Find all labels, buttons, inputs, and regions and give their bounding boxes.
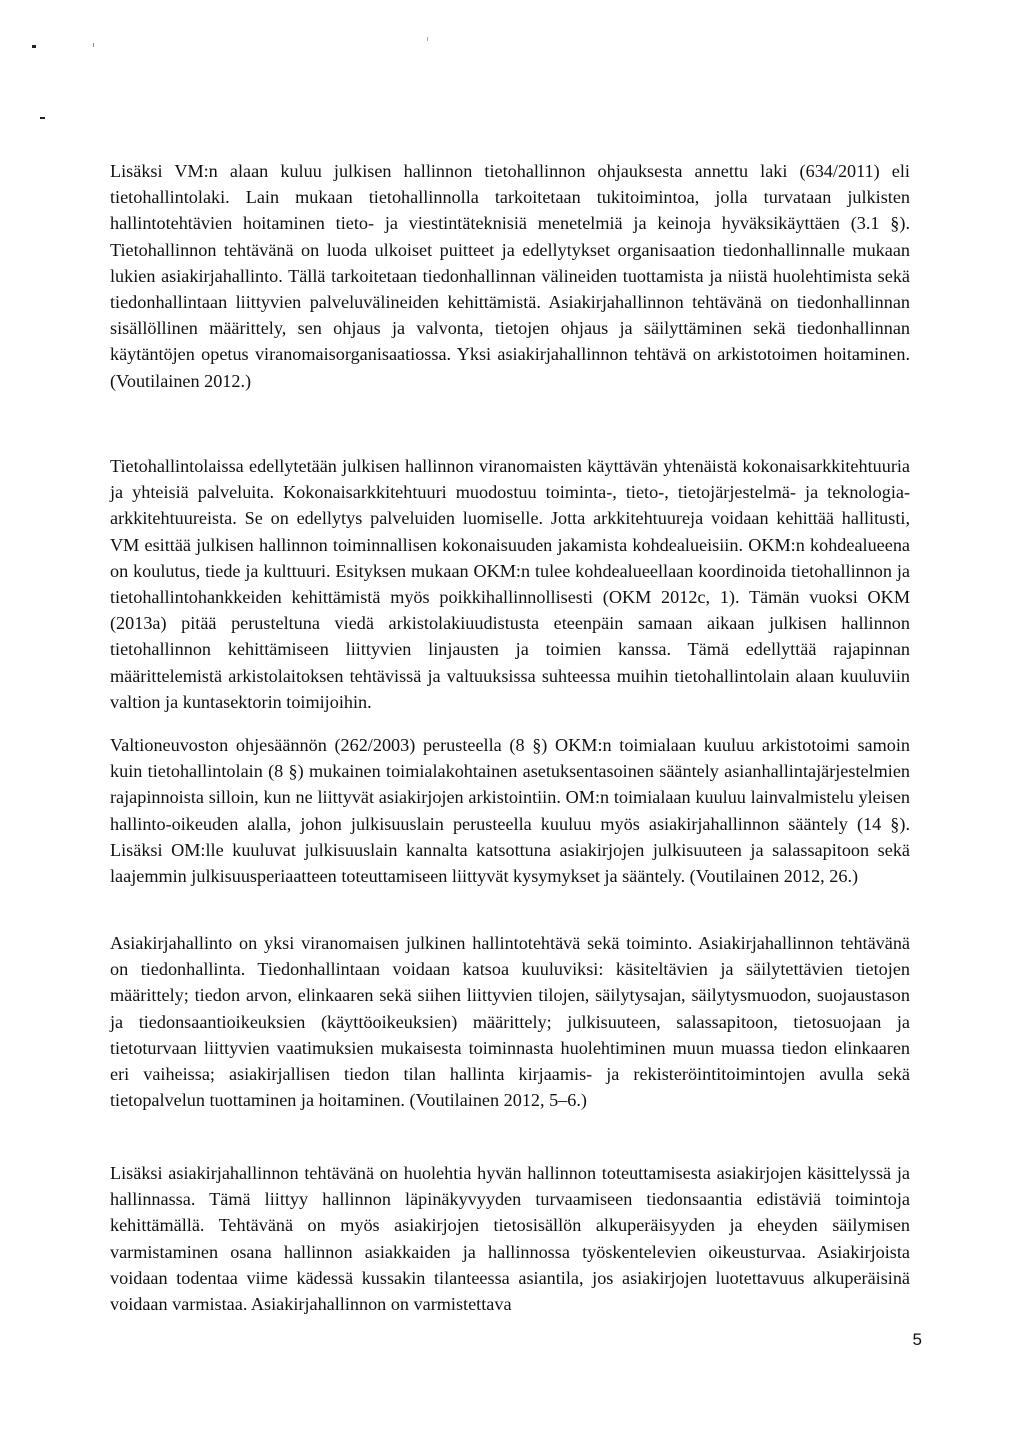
paragraph-hyva-hallinto: Lisäksi asiakirjahallinnon tehtävänä on huolehtia hyvän hallinnon toteuttamisesta asiakirjojen käsittelyssä ja hallinnassa. Tämä liittyy hallinnon läpinäkyvyyden turvaamiseen tiedonsaantia edistäviä toimintoja kehittämällä. Tehtävänä on myös asiakirjojen tietosisällön alkuperäisyyden ja eheyden säilymisen varmistaminen osana hallinnon asiakkaiden ja hallinnossa työskentelevien oikeusturvaa. Asiakirjoista voidaan todentaa viime kädessä kussakin tilanteessa asiantila, jos asiakirjojen luotettavuus alkuperäisinä voidaan varmistaa. Asiakirjahallinnon on varmistettava [110,1163,910,1315]
scan-speck [32,45,36,48]
scan-speck [427,37,428,41]
paragraph-valtioneuvoston-ohjesaanto: Valtioneuvoston ohjesäännön (262/2003) perusteella (8 §) OKM:n toimialaan kuuluu arkistotoimi samoin kuin tietohallintolain (8 §) mukainen toimialakohtainen asetuksentasoinen sääntely asianhallintajärjestelmien rajapinnoista silloin, kun ne liittyvät asiakirjojen arkistointiin. OM:n toimialaan kuuluu lainvalmistelu yleisen hallinto-oikeuden alalla, johon julkisuuslain perusteella kuuluu myös asiakirjahallinnon sääntely (14 §). Lisäksi OM:lle kuuluvat julkisuuslain kannalta katsottuna asiakirjojen julkisuuteen ja salassapitoon sekä laajemmin julkisuusperiaatteen toteuttamiseen liittyvät kysymykset ja sääntely. (Voutilainen 2012, 26.) [110,735,910,887]
paragraph-tietohallintolaki: Lisäksi VM:n alaan kuluu julkisen hallinnon tietohallinnon ohjauksesta annettu laki (634/2011) eli tietohallintolaki. Lain mukaan tietohallinnolla tarkoitetaan tukitoimintoa, jolla turvataan julkisten hallintotehtävien hoitaminen tieto- ja viestintäteknisiä menetelmiä ja keinoja hyväksikäyttäen (3.1 §). Tietohallinnon tehtävänä on luoda ulkoiset puitteet ja edellytykset organisaation tiedonhallinnalle mukaan lukien asiakirjahallinto. Tällä tarkoitetaan tiedonhallinnan välineiden tuottamista ja niistä huolehtimista sekä tiedonhallintaan liittyvien palveluvälineiden kehittämistä. Asiakirjahallinnon tehtävänä on tiedonhallinnan sisällöllinen määrittely, sen ohjaus ja valvonta, tietojen ohjaus ja säilyttäminen sekä tiedonhallinnan käytäntöjen opetus viranomaisorganisaatiossa. Yksi asiakirjahallinnon tehtävä on arkistotoimen hoitaminen. (Voutilainen 2012.) [110,161,910,391]
paragraph-asiakirjahallinto: Asiakirjahallinto on yksi viranomaisen julkinen hallintotehtävä sekä toiminto. Asiakirjahallinnon tehtävänä on tiedonhallinta. Tiedonhallintaan voidaan katsoa kuuluviksi: käsiteltävien ja säilytettävien tietojen määrittely; tiedon arvon, elinkaaren sekä siihen liittyvien tilojen, säilytysajan, säilytysmuodon, suojaustason ja tiedonsaantioikeuksien (käyttöoikeuksien) määrittely; julkisuuteen, salassapitoon, tietosuojaan ja tietoturvaan liittyvien vaatimuksien mukaisesta toiminnasta huolehtiminen muun muassa tiedon elinkaaren eri vaiheissa; asiakirjallisen tiedon tilan hallinta kirjaamis- ja rekisteröintitoimintojen avulla sekä tietopalvelun tuottaminen ja hoitaminen. (Voutilainen 2012, 5–6.) [110,933,910,1111]
scan-speck [40,117,45,119]
scan-speck [93,43,94,47]
page-number: 5 [912,1330,922,1349]
paragraph-kokonaisarkkitehtuuri: Tietohallintolaissa edellytetään julkisen hallinnon viranomaisten käyttävän yhtenäistä kokonaisarkkitehtuuria ja yhteisiä palveluita. Kokonaisarkkitehtuuri muodostuu toiminta-, tieto-, tietojärjestelmä- ja teknologia-arkkitehtuureista. Se on edellytys palveluiden luomiselle. Jotta arkkitehtuureja voidaan kehittää hallitusti, VM esittää julkisen hallinnon toiminnallisen kokonaisuuden jakamista kohdealueisiin. OKM:n kohdealueena on koulutus, tiede ja kulttuuri. Esityksen mukaan OKM:n tulee kohdealueellaan koordinoida tietohallinnon ja tietohallintohankkeiden kehittämistä myös poikkihallinnollisesti (OKM 2012c, 1). Tämän vuoksi OKM (2013a) pitää perusteltuna viedä arkistolakiuudistusta eteenpäin samaan aikaan julkisen hallinnon tietohallinnon kehittämiseen liittyvien linjausten ja toimien kanssa. Tämä edellyttää rajapinnan määrittelemistä arkistolaitoksen tehtävissä ja valtuuksissa suhteessa muihin tietohallintolain alaan kuuluviin valtion ja kuntasektorin toimijoihin. [110,456,910,712]
